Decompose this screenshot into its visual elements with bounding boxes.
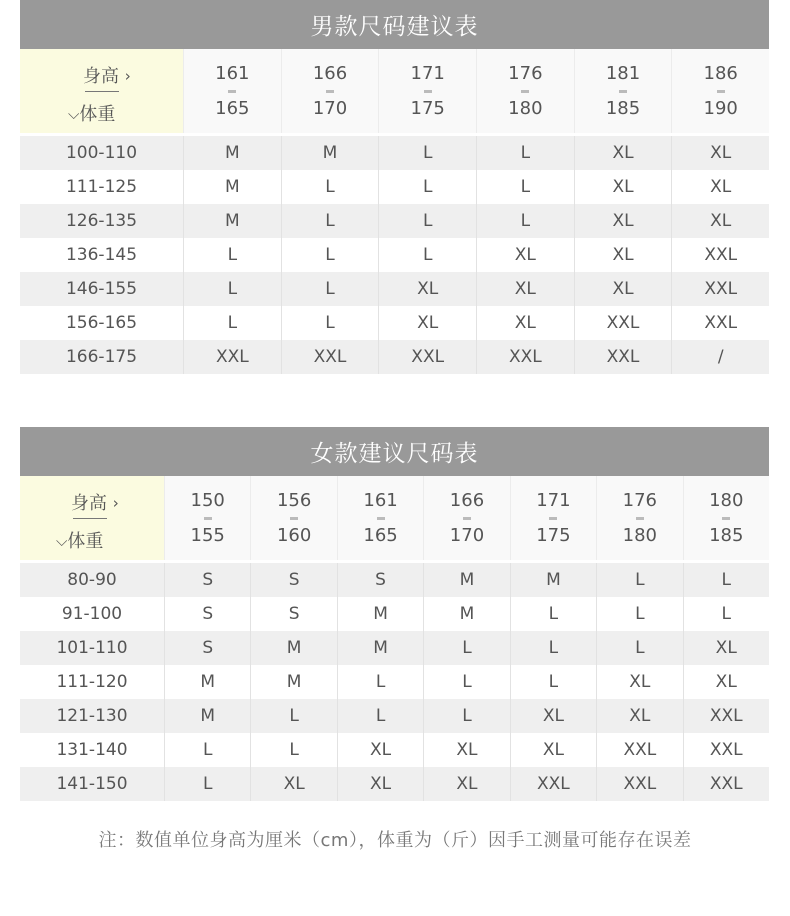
measurement-note: 注：数值单位身高为厘米（cm），体重为（斤）因手工测量可能存在误差 — [98, 830, 692, 851]
height-range-end: 155 — [190, 524, 225, 546]
size-cell: XL — [574, 272, 672, 306]
size-cell: L — [164, 767, 250, 801]
women-height-header-row — [20, 476, 769, 563]
size-cell: S — [337, 563, 423, 597]
size-cell: L — [250, 733, 336, 767]
size-cell: XL — [683, 665, 769, 699]
size-cell: / — [671, 340, 769, 374]
weight-range-cell: 101-110 — [56, 638, 128, 658]
chevron-right-icon: › — [124, 67, 131, 85]
size-cell: L — [183, 272, 281, 306]
size-cell: L — [510, 597, 596, 631]
weight-range-cell: 91-100 — [61, 604, 123, 624]
size-cell: S — [250, 563, 336, 597]
size-cell: L — [510, 631, 596, 665]
size-cell: XL — [337, 733, 423, 767]
size-cell: XL — [378, 272, 476, 306]
weight-range-cell: 121-130 — [56, 706, 128, 726]
men-corner-height-label: 身高 — [83, 66, 119, 87]
men-table-body — [20, 136, 769, 374]
size-cell: XL — [671, 170, 769, 204]
size-cell: L — [476, 204, 574, 238]
size-cell: M — [281, 136, 379, 170]
size-cell: XXL — [683, 767, 769, 801]
size-cell: M — [250, 631, 336, 665]
height-range-start: 166 — [312, 62, 348, 84]
range-dash — [619, 90, 627, 93]
height-range-end: 170 — [312, 97, 348, 119]
men-height-range-5 — [671, 49, 769, 133]
table-row — [20, 340, 769, 374]
range-dash — [424, 90, 432, 93]
size-cell: M — [164, 699, 250, 733]
size-cell: XL — [596, 665, 682, 699]
table-row — [20, 597, 769, 631]
size-cell: L — [423, 665, 509, 699]
height-range-start: 161 — [363, 489, 398, 511]
height-range-end: 185 — [709, 524, 744, 546]
size-cell: L — [250, 699, 336, 733]
size-cell: L — [510, 665, 596, 699]
women-height-range-4 — [510, 476, 596, 560]
size-cell: XL — [671, 136, 769, 170]
weight-range-cell: 146-155 — [65, 279, 138, 299]
height-range-start: 166 — [449, 489, 485, 511]
size-cell: L — [281, 204, 379, 238]
size-cell: M — [423, 597, 509, 631]
size-cell: M — [423, 563, 509, 597]
table-row — [20, 699, 769, 733]
size-cell: XL — [476, 238, 574, 272]
weight-range-cell: 156-165 — [65, 313, 138, 333]
height-range-end: 185 — [605, 97, 641, 119]
size-cell: M — [510, 563, 596, 597]
height-range-end: 175 — [536, 524, 571, 546]
range-dash — [228, 90, 236, 93]
weight-range-cell: 141-150 — [56, 774, 128, 794]
range-dash — [717, 90, 725, 93]
size-cell: XL — [378, 306, 476, 340]
size-cell: XXL — [671, 272, 769, 306]
size-cell: XXL — [671, 306, 769, 340]
table-row — [20, 733, 769, 767]
table-row — [20, 306, 769, 340]
size-cell: L — [476, 170, 574, 204]
height-range-start: 186 — [703, 62, 738, 84]
size-cell: M — [183, 136, 281, 170]
range-dash — [636, 517, 644, 520]
women-corner-height — [71, 489, 119, 515]
weight-range-cell: 111-120 — [56, 672, 128, 692]
size-cell: XL — [476, 272, 574, 306]
men-corner-weight-label: 体重 — [79, 104, 116, 125]
size-cell: L — [683, 597, 769, 631]
height-range-start: 176 — [508, 62, 543, 84]
height-range-end: 190 — [703, 97, 738, 119]
weight-range-cell: 166-175 — [65, 347, 138, 367]
size-cell: XXL — [574, 340, 672, 374]
size-cell: XL — [596, 699, 682, 733]
height-range-end: 170 — [449, 524, 485, 546]
size-cell: XXL — [671, 238, 769, 272]
size-cell: XXL — [476, 340, 574, 374]
height-range-start: 161 — [215, 62, 250, 84]
size-cell: XXL — [510, 767, 596, 801]
range-dash — [204, 517, 212, 520]
women-height-range-1 — [250, 476, 336, 560]
size-cell: S — [250, 597, 336, 631]
range-dash — [326, 90, 334, 93]
table-row — [20, 563, 769, 597]
size-cell: XXL — [281, 340, 379, 374]
size-cell: M — [183, 170, 281, 204]
men-height-range-4 — [574, 49, 672, 133]
table-row — [20, 767, 769, 801]
size-cell: XL — [574, 238, 672, 272]
men-height-range-0 — [183, 49, 281, 133]
men-corner-divider — [85, 91, 119, 92]
women-height-range-5 — [596, 476, 682, 560]
height-range-end: 165 — [363, 524, 398, 546]
size-cell: XL — [423, 733, 509, 767]
women-height-range-6 — [683, 476, 769, 560]
men-height-range-1 — [281, 49, 379, 133]
chevron-down-icon: ⌵ — [56, 532, 68, 550]
size-cell: L — [683, 563, 769, 597]
men-height-header-row — [20, 49, 769, 136]
women-corner-cell — [20, 476, 164, 560]
table-row — [20, 170, 769, 204]
height-range-start: 181 — [605, 62, 641, 84]
weight-range-cell: 136-145 — [65, 245, 138, 265]
size-cell: L — [423, 699, 509, 733]
size-cell: L — [183, 238, 281, 272]
size-cell: L — [281, 306, 379, 340]
weight-range-cell: 126-135 — [65, 211, 138, 231]
size-cell: L — [337, 665, 423, 699]
size-cell: M — [183, 204, 281, 238]
size-cell: XL — [574, 204, 672, 238]
size-cell: XXL — [596, 733, 682, 767]
size-cell: L — [281, 272, 379, 306]
size-cell: L — [183, 306, 281, 340]
table-row — [20, 665, 769, 699]
men-table-title: 男款尺码建议表 — [20, 0, 769, 49]
size-cell: M — [337, 597, 423, 631]
height-range-start: 150 — [190, 489, 225, 511]
height-range-start: 180 — [709, 489, 744, 511]
women-table-title: 女款建议尺码表 — [20, 427, 769, 476]
women-corner-height-label: 身高 — [71, 493, 107, 514]
women-table-body — [20, 563, 769, 801]
women-height-range-3 — [423, 476, 509, 560]
table-row — [20, 238, 769, 272]
size-cell: L — [596, 597, 682, 631]
weight-range-cell: 131-140 — [56, 740, 128, 760]
size-cell: L — [378, 238, 476, 272]
men-height-range-3 — [476, 49, 574, 133]
size-cell: L — [281, 170, 379, 204]
size-cell: XXL — [596, 767, 682, 801]
size-cell: XL — [574, 136, 672, 170]
size-cell: S — [164, 631, 250, 665]
chevron-down-icon: ⌵ — [68, 105, 80, 123]
size-cell: XL — [423, 767, 509, 801]
range-dash — [521, 90, 529, 93]
height-range-start: 171 — [410, 62, 445, 84]
weight-range-cell: 80-90 — [67, 570, 117, 590]
size-cell: L — [164, 733, 250, 767]
size-cell: XXL — [378, 340, 476, 374]
size-cell: XXL — [183, 340, 281, 374]
height-range-start: 171 — [536, 489, 571, 511]
height-range-end: 175 — [410, 97, 445, 119]
women-corner-weight-label: 体重 — [67, 531, 104, 552]
size-cell: XL — [574, 170, 672, 204]
size-cell: XL — [510, 699, 596, 733]
size-cell: XXL — [683, 699, 769, 733]
women-corner-divider — [73, 518, 107, 519]
table-row — [20, 204, 769, 238]
women-corner-weight — [56, 527, 103, 553]
size-cell: XL — [337, 767, 423, 801]
range-dash — [549, 517, 557, 520]
men-corner-weight — [68, 100, 115, 126]
height-range-end: 160 — [276, 524, 312, 546]
men-size-table — [20, 0, 769, 374]
women-size-table — [20, 427, 769, 801]
size-cell: L — [596, 631, 682, 665]
size-cell: L — [596, 563, 682, 597]
size-cell: S — [164, 597, 250, 631]
table-row — [20, 631, 769, 665]
size-cell: M — [164, 665, 250, 699]
size-cell: L — [378, 204, 476, 238]
size-cell: L — [423, 631, 509, 665]
height-range-end: 180 — [622, 524, 657, 546]
table-row — [20, 272, 769, 306]
women-height-range-2 — [337, 476, 423, 560]
height-range-start: 176 — [622, 489, 657, 511]
size-cell: S — [164, 563, 250, 597]
men-height-range-2 — [378, 49, 476, 133]
size-cell: XXL — [683, 733, 769, 767]
size-cell: XL — [671, 204, 769, 238]
size-cell: L — [281, 238, 379, 272]
size-cell: M — [250, 665, 336, 699]
height-range-start: 156 — [276, 489, 312, 511]
range-dash — [290, 517, 298, 520]
table-row — [20, 136, 769, 170]
weight-range-cell: 100-110 — [65, 143, 138, 163]
size-cell: M — [337, 631, 423, 665]
chevron-right-icon: › — [112, 494, 119, 512]
size-cell: XL — [250, 767, 336, 801]
range-dash — [377, 517, 385, 520]
women-height-range-0 — [164, 476, 250, 560]
size-cell: XL — [683, 631, 769, 665]
height-range-end: 180 — [508, 97, 543, 119]
height-range-end: 165 — [215, 97, 250, 119]
size-cell: L — [337, 699, 423, 733]
men-corner-height — [83, 62, 131, 88]
weight-range-cell: 111-125 — [65, 177, 138, 197]
men-corner-cell — [20, 49, 183, 133]
range-dash — [722, 517, 730, 520]
size-cell: XL — [476, 306, 574, 340]
range-dash — [463, 517, 471, 520]
size-cell: L — [476, 136, 574, 170]
size-cell: L — [378, 136, 476, 170]
size-cell: XXL — [574, 306, 672, 340]
size-cell: L — [378, 170, 476, 204]
size-cell: XL — [510, 733, 596, 767]
